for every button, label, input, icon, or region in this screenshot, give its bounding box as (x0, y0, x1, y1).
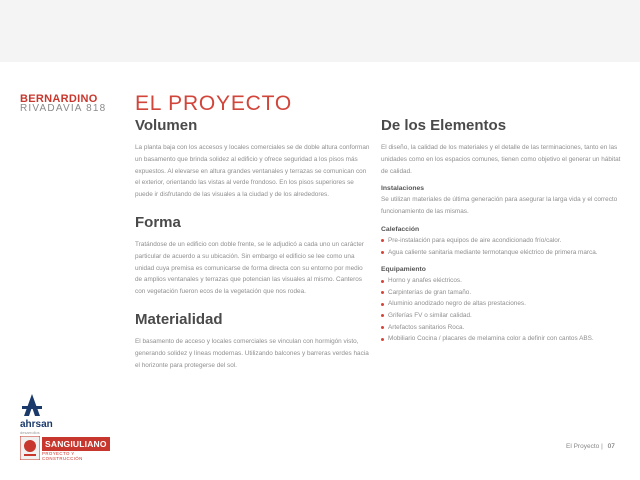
ahrsan-a-icon (20, 394, 44, 416)
ahrsan-wordmark: ahrsan (20, 419, 53, 430)
brand-block (20, 94, 106, 114)
materialidad-text: El basamento de acceso y locales comerciales se vinculan con hormigón visto, generando solidez y líneas modernas. Utilizando balcones y barreras verdes hacia el horizonte para protegerse del sol. (135, 337, 369, 369)
page-footer (566, 443, 615, 450)
footer-separator: | (601, 443, 603, 450)
sangiuliano-logo (20, 436, 116, 460)
volumen-heading: Volumen (135, 117, 198, 134)
equipamiento-list (381, 275, 621, 345)
instalaciones-heading: Instalaciones (381, 185, 425, 193)
sangiuliano-tagline: PROYECTO Y CONSTRUCCIÓN (42, 451, 83, 461)
ahrsan-logo (20, 394, 70, 435)
equipamiento-heading: Equipamiento (381, 266, 426, 274)
brand-name: BERNARDINO (20, 93, 98, 105)
forma-heading: Forma (135, 213, 181, 231)
list-item: Horno y anafes eléctricos. (381, 275, 621, 287)
volumen-text: La planta baja con los accesos y locales comerciales se de doble altura conforman un basamento que brinda solidez al edificio y ofrece seguridad a los pisos más expuestos. Al elevarse en altura grandes ventanales y terrazas se comunican con el exterior, orientando las vistas al verde frondoso. En los pisos superiores se puede ir disfrutando de las visuales a la ciudad y de los alrededores. (135, 144, 370, 199)
forma-text: Tratándose de un edificio con doble frente, se le adjudicó a cada uno un carácter particular de acuerdo a su ubicación. Sin embargo el edificio se lee como una unidad cuya premisa es comunicarse de forma directa con su entorno por medio de amplios ventanales y terrazas que potencian las visuales al mismo. Canteros con vegetación fueron ecos de la vegetación que nos rodea. (135, 240, 364, 296)
elementos-intro: El diseño, la calidad de los materiales y el detalle de las terminaciones, tanto en las unidades como en los espacios comunes, tienen como objetivo el generar un hábitat de calidad. (381, 144, 621, 175)
section-title: EL PROYECTO (135, 92, 293, 115)
footer-label: El Proyecto (566, 443, 600, 450)
instalaciones-text: Se utilizan materiales de última generación para asegurar la larga vida y el correcto funcionamiento de las mismas. (381, 196, 618, 216)
list-item: Griferías FV o similar calidad. (381, 310, 621, 322)
page-number: 07 (607, 443, 615, 450)
list-item: Carpinterías de gran tamaño. (381, 287, 621, 299)
calefaccion-heading: Calefacción (381, 225, 420, 233)
list-item: Pre-instalación para equipos de aire acondicionado frío/calor. (381, 235, 621, 247)
elementos-heading: De los Elementos (381, 117, 507, 134)
right-column (381, 116, 621, 345)
ahrsan-tagline: desarrollos (20, 430, 40, 435)
list-item: Mobiliario Cocina / placares de melamina color a definir con cantos ABS. (381, 333, 621, 345)
calefaccion-list (381, 235, 621, 258)
list-item: Artefactos sanitarios Roca. (381, 322, 621, 334)
brand-subtitle: RIVADAVIA 818 (20, 103, 107, 114)
materialidad-heading: Materialidad (135, 310, 223, 328)
top-banner (0, 0, 640, 62)
sangiuliano-wordmark: SANGIULIANO (42, 437, 110, 451)
left-column (135, 116, 371, 371)
list-item: Agua caliente sanitaria mediante termotanque eléctrico de primera marca. (381, 247, 621, 259)
sangiuliano-emblem-icon (20, 436, 40, 460)
list-item: Aluminio anodizado negro de altas prestaciones. (381, 298, 621, 310)
